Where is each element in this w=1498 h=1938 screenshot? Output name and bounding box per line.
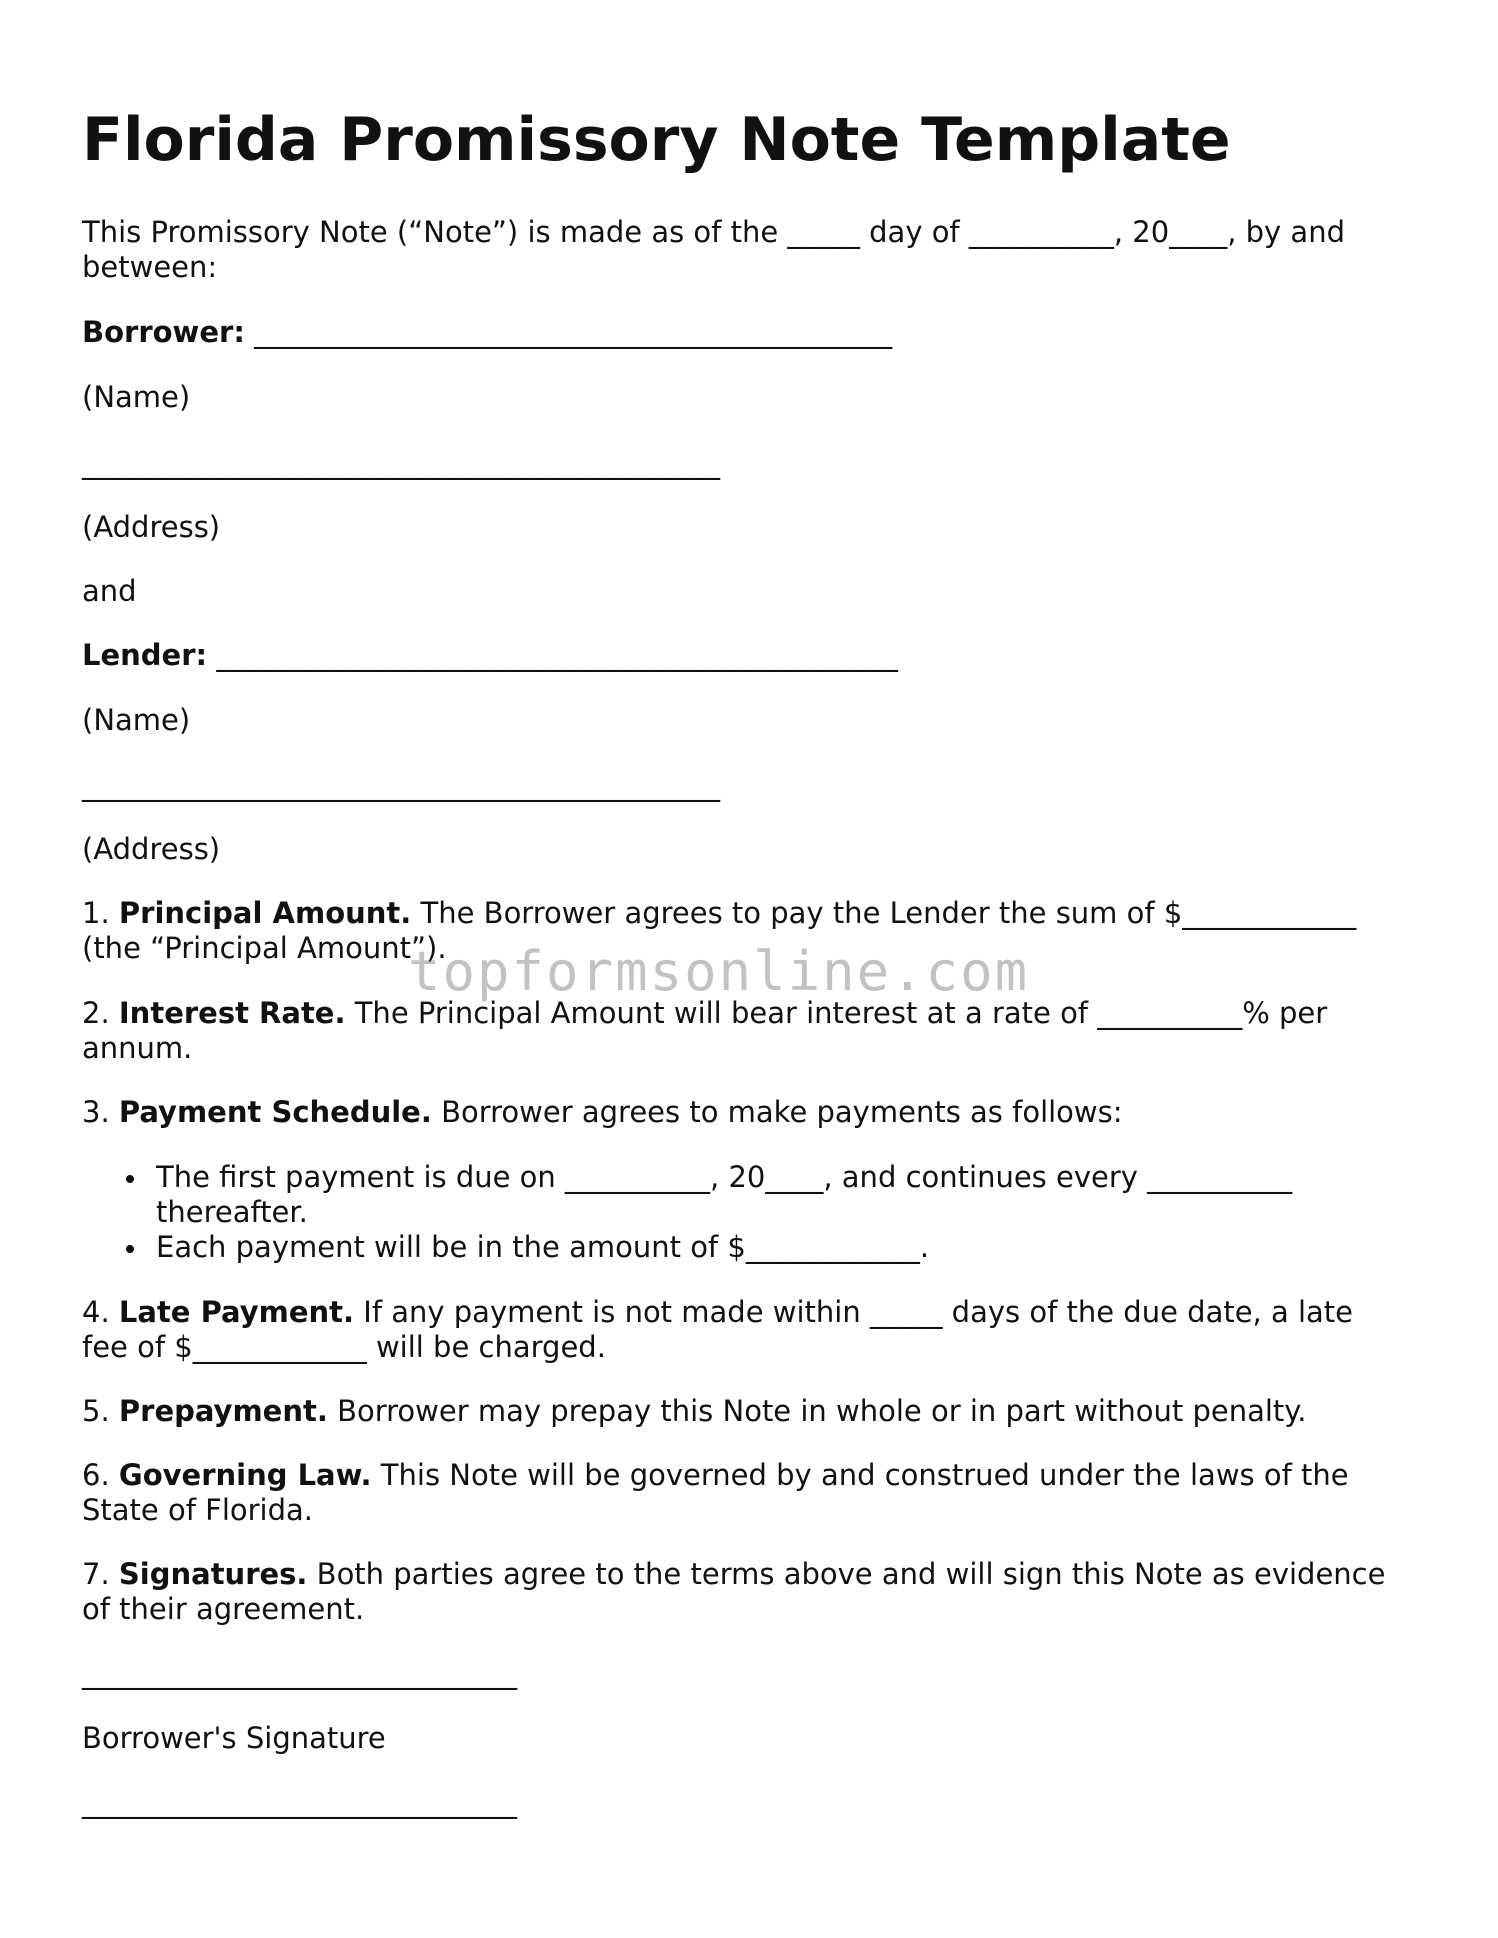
section-text: This Note will be governed by and construed under the laws of the <box>371 1458 1349 1492</box>
section-heading: Principal Amount. <box>118 896 412 930</box>
section-interest-rate <box>82 996 1327 1066</box>
section-text: Borrower may prepay this Note in whole or in part without penalty. <box>327 1394 1307 1428</box>
section-governing-law <box>82 1458 1349 1528</box>
section-heading: Governing Law. <box>118 1458 372 1492</box>
intro-paragraph <box>82 215 1345 285</box>
section-late-payment <box>82 1295 1353 1365</box>
watermark-text: topformsonline.com <box>408 940 1030 1003</box>
borrower-address-caption: (Address) <box>82 510 221 544</box>
section-heading: Signatures. <box>118 1557 308 1591</box>
lender-label: Lender: <box>82 638 208 672</box>
lender-field <box>82 638 898 673</box>
intro-line-1: This Promissory Note (“Note”) is made as of the _____ day of __________, 20____, by and <box>82 215 1345 249</box>
section-heading: Interest Rate. <box>118 996 346 1030</box>
borrower-signature-line: ______________________________ <box>82 1656 517 1690</box>
section-text: Both parties agree to the terms above and will sign this Note as evidence <box>307 1557 1386 1591</box>
section-number: 1. <box>82 896 119 930</box>
borrower-label: Borrower: <box>82 315 245 349</box>
lender-signature-line: ______________________________ <box>82 1785 517 1819</box>
borrower-field <box>82 315 892 350</box>
section-text: The Principal Amount will bear interest at a rate of __________% per <box>345 996 1328 1030</box>
intro-line-2: between: <box>82 250 218 284</box>
section-payment-schedule <box>82 1095 1123 1130</box>
section-prepayment <box>82 1394 1307 1429</box>
section-text: of their agreement. <box>82 1592 365 1626</box>
borrower-address-blank: ____________________________________________ <box>82 446 720 480</box>
section-text: Borrower agrees to make payments as follows: <box>431 1095 1123 1129</box>
section-number: 7. <box>82 1557 119 1591</box>
section-number: 3. <box>82 1095 119 1129</box>
section-text: (the “Principal Amount”). <box>82 931 447 965</box>
section-number: 5. <box>82 1394 119 1428</box>
section-number: 4. <box>82 1295 119 1329</box>
section-heading: Payment Schedule. <box>118 1095 432 1129</box>
borrower-signature-caption: Borrower's Signature <box>82 1721 386 1755</box>
section-signatures <box>82 1557 1385 1627</box>
section-text: If any payment is not made within _____ days of the due date, a late <box>354 1295 1354 1329</box>
section-text: annum. <box>82 1031 193 1065</box>
section-text: fee of $____________ will be charged. <box>82 1330 606 1364</box>
lender-name-caption: (Name) <box>82 703 191 737</box>
payment-schedule-list <box>82 1160 1292 1265</box>
conjunction-and: and <box>82 574 137 608</box>
section-number: 2. <box>82 996 119 1030</box>
borrower-name-blank: ____________________________________________ <box>244 315 893 349</box>
list-item: The first payment is due on __________, 20____, and continues every __________ thereafter. <box>82 1160 1292 1230</box>
borrower-name-caption: (Name) <box>82 380 191 414</box>
lender-name-blank: _______________________________________________ <box>207 638 898 672</box>
lender-address-blank: ____________________________________________ <box>82 768 720 802</box>
lender-address-caption: (Address) <box>82 832 221 866</box>
section-text: State of Florida. <box>82 1493 314 1527</box>
section-heading: Prepayment. <box>118 1394 328 1428</box>
section-number: 6. <box>82 1458 119 1492</box>
section-text: The Borrower agrees to pay the Lender the sum of $____________ <box>411 896 1357 930</box>
list-item: Each payment will be in the amount of $____________. <box>82 1230 1292 1265</box>
document-title: Florida Promissory Note Template <box>82 105 1231 175</box>
section-heading: Late Payment. <box>118 1295 355 1329</box>
